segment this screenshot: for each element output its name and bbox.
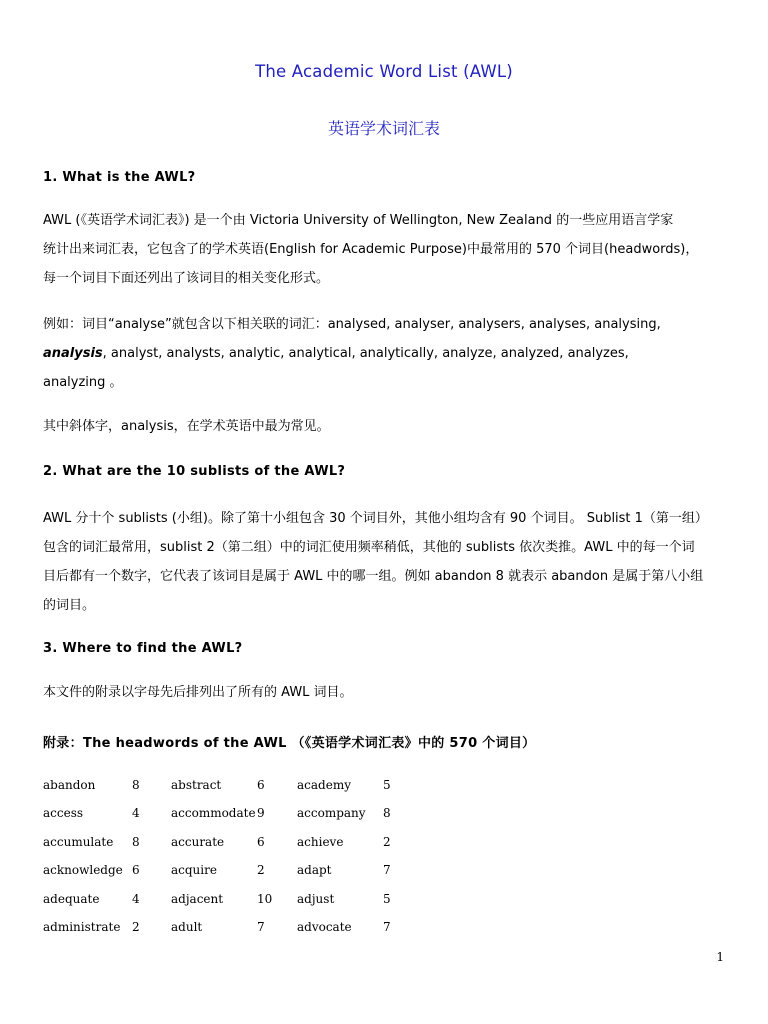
- paragraph-text: , analyst, analysts, analytic, analytical, analytically, analyze, analyzed, analyzes,: [102, 346, 629, 361]
- headword: academy: [297, 778, 351, 792]
- sublist-number: 10: [257, 891, 273, 906]
- headword: adequate: [43, 891, 100, 906]
- table-row: [43, 886, 443, 914]
- paragraph-line: 其中斜体字，analysis，在学术英语中最为常见。: [43, 419, 330, 434]
- document-title: The Academic Word List (AWL): [255, 62, 513, 81]
- headword: abandon: [43, 778, 96, 792]
- headword: accommodate: [171, 806, 256, 821]
- paragraph-line: analyzing 。: [43, 375, 123, 390]
- table-row: [43, 772, 443, 800]
- sublist-number: 4: [132, 891, 140, 906]
- paragraph-line: AWL 分十个 sublists (小组)。除了第十小组包含 30 个词目外，其他小组均含有 90 个词目。 Sublist 1（第一组）: [43, 511, 708, 526]
- headword: advocate: [297, 919, 352, 934]
- table-row: [43, 800, 443, 828]
- headword: achieve: [297, 834, 344, 849]
- sublist-number: 7: [383, 919, 391, 934]
- paragraph-line: 例如：词目“analyse”就包含以下相关联的词汇：analysed, analyser, analysers, analyses, analysing,: [43, 317, 661, 332]
- page-number: 1: [716, 950, 724, 964]
- paragraph-line: 统计出来词汇表，它包含了的学术英语(English for Academic Purpose)中最常用的 570 个词目(headwords)，: [43, 242, 699, 257]
- sublist-number: 7: [383, 863, 391, 878]
- appendix-heading: 附录：The headwords of the AWL （《英语学术词汇表》中的 570 个词目）: [43, 736, 536, 751]
- sublist-number: 2: [383, 834, 391, 849]
- paragraph-line: [43, 339, 733, 368]
- sublist-number: 8: [132, 778, 140, 792]
- section-3-heading: 3. Where to find the AWL?: [43, 641, 243, 656]
- section-1-paragraph-2: [43, 310, 733, 397]
- document-subtitle: 英语学术词汇表: [327, 119, 440, 138]
- section-1-heading: 1. What is the AWL?: [43, 170, 196, 185]
- headword: accumulate: [43, 834, 114, 849]
- headword: abstract: [171, 778, 222, 792]
- sublist-number: 6: [132, 863, 140, 878]
- sublist-number: 9: [257, 806, 265, 821]
- sublist-number: 7: [257, 919, 265, 934]
- section-2-heading: 2. What are the 10 sublists of the AWL?: [43, 464, 346, 479]
- paragraph-line: 每一个词目下面还列出了该词目的相关变化形式。: [43, 271, 330, 286]
- paragraph-line: AWL (《英语学术词汇表》) 是一个由 Victoria University of Wellington, New Zealand 的一些应用语言学家: [43, 213, 674, 228]
- paragraph-line: 的词目。: [43, 598, 96, 613]
- headword: adjust: [297, 891, 335, 906]
- paragraph-line: 目后都有一个数字，它代表了该词目是属于 AWL 中的哪一组。例如 abandon 8 就表示 abandon 是属于第八小组: [43, 569, 704, 584]
- headword: acknowledge: [43, 863, 123, 878]
- paragraph-line: 包含的词汇最常用，sublist 2（第二组）中的词汇使用频率稍低，其他的 sublists 依次类推。AWL 中的每一个词: [43, 540, 695, 555]
- headword: accurate: [171, 834, 225, 849]
- headword: access: [43, 806, 84, 821]
- section-3-paragraph-1: [43, 678, 733, 707]
- headword: acquire: [171, 863, 217, 878]
- headword: administrate: [43, 919, 121, 934]
- paragraph-line: 本文件的附录以字母先后排列出了所有的 AWL 词目。: [43, 685, 353, 700]
- emphasized-word: analysis: [43, 346, 103, 361]
- sublist-number: 8: [132, 834, 140, 849]
- sublist-number: 4: [132, 806, 140, 821]
- section-1-paragraph-3: [43, 412, 733, 441]
- sublist-number: 5: [383, 891, 391, 906]
- headword: adult: [171, 919, 203, 934]
- table-row: [43, 829, 443, 857]
- sublist-number: 2: [257, 863, 265, 878]
- table-row: [43, 857, 443, 885]
- headword: accompany: [297, 806, 366, 821]
- section-2-paragraph-1: [43, 504, 733, 620]
- sublist-number: 8: [383, 806, 391, 821]
- section-1-paragraph-1: [43, 206, 733, 293]
- table-row: [43, 914, 443, 942]
- headword: adapt: [297, 863, 332, 878]
- headword: adjacent: [171, 891, 224, 906]
- sublist-number: 5: [383, 778, 391, 792]
- sublist-number: 6: [257, 778, 265, 792]
- headword-table: [43, 772, 443, 942]
- sublist-number: 6: [257, 834, 265, 849]
- sublist-number: 2: [132, 919, 140, 934]
